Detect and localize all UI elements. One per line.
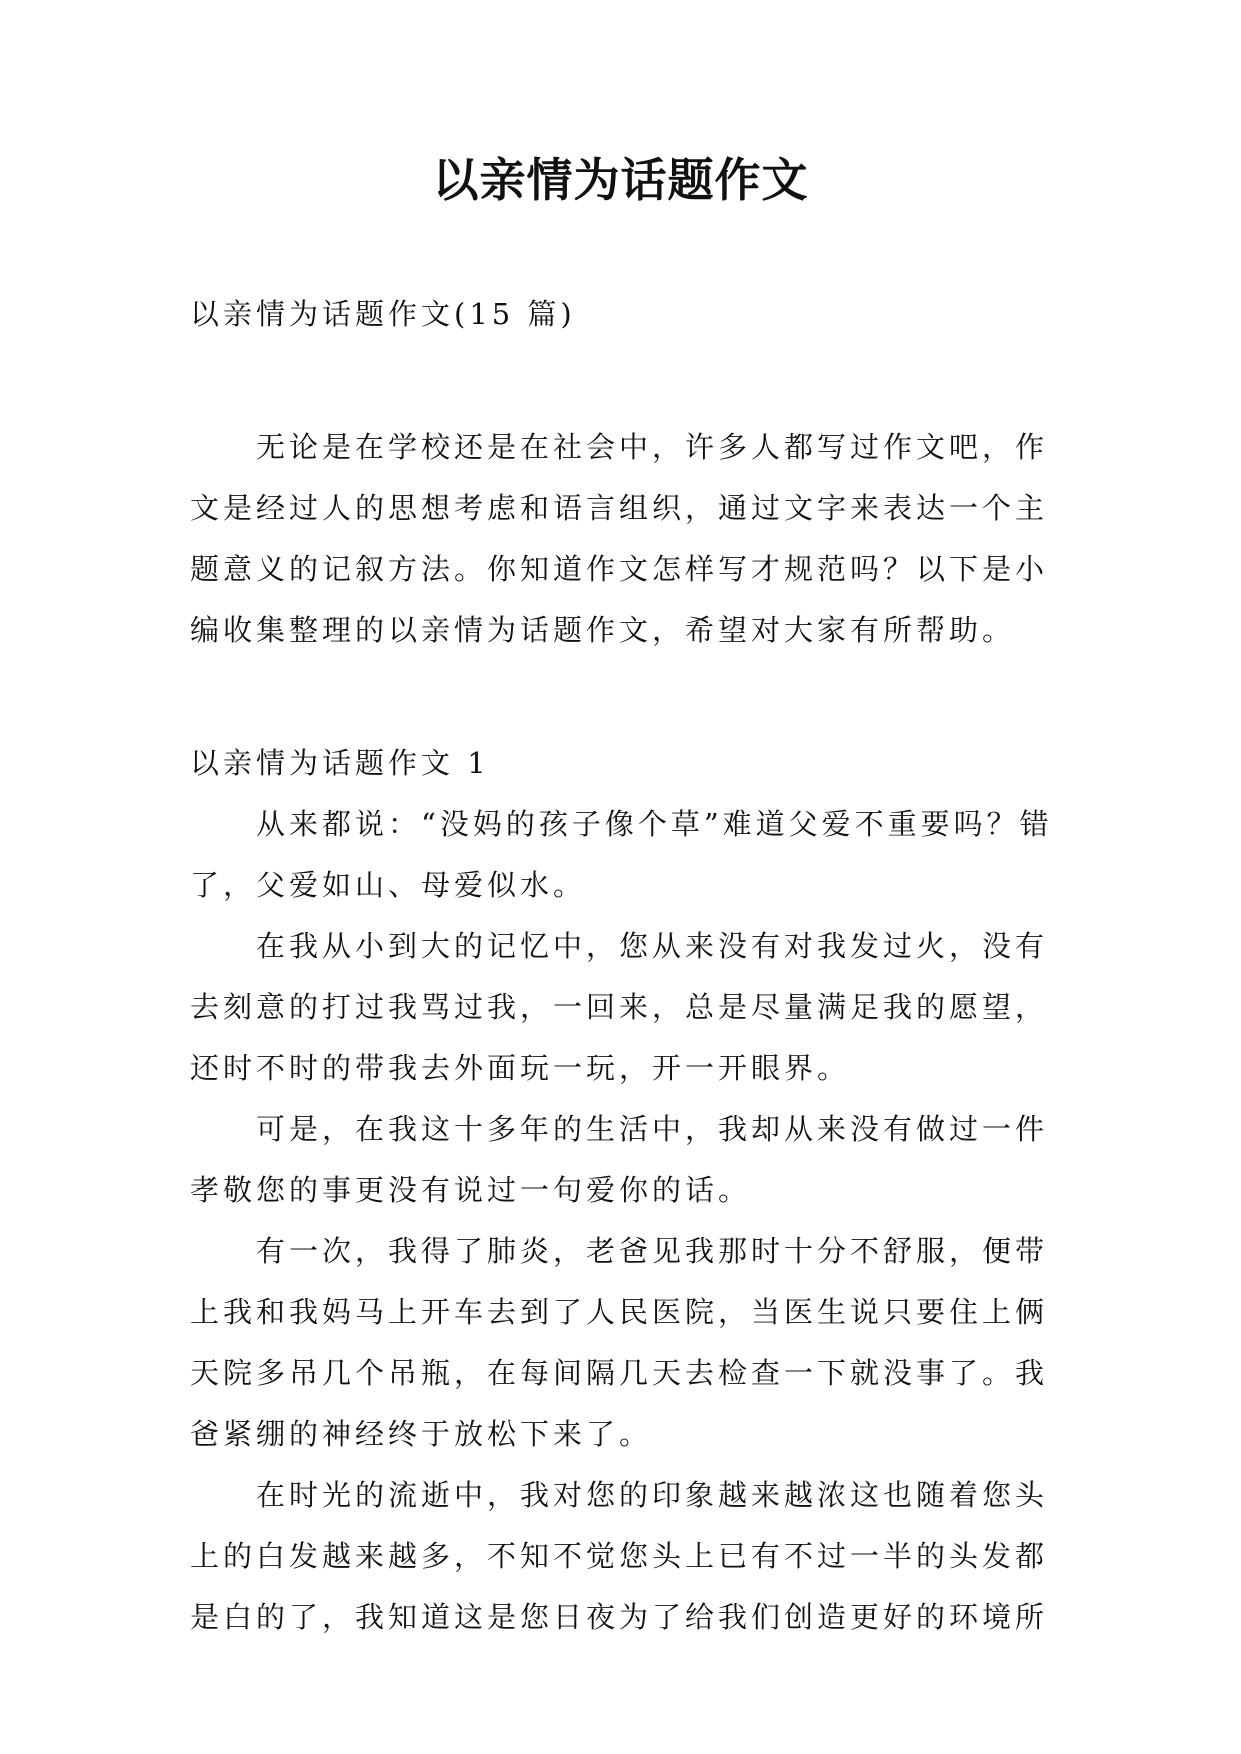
document-body — [190, 284, 1070, 1648]
body-paragraph: 有一次，我得了肺炎，老爸见我那时十分不舒服，便带上我和我妈马上开车去到了人民医院，当医生说只要住上俩天院多吊几个吊瓶，在每间隔几天去检查一下就没事了。我爸紧绷的神经终于放松下来了。 — [190, 1234, 1049, 1451]
document-subtitle: 以亲情为话题作文(15 篇) — [190, 297, 576, 331]
body-paragraph: 从来都说：“没妈的孩子像个草”难道父爱不重要吗？错了，父爱如山、母爱似水。 — [190, 807, 1053, 902]
body-paragraph: 在时光的流逝中，我对您的印象越来越浓这也随着您头上的白发越来越多，不知不觉您头上已有不过一半的头发都是白的了，我知道这是您日夜为了给我们创造更好的环境所 — [190, 1478, 1049, 1634]
document-title: 以亲情为话题作文 — [432, 153, 809, 207]
section-heading: 以亲情为话题作文 1 — [190, 746, 490, 780]
intro-paragraph: 无论是在学校还是在社会中，许多人都写过作文吧，作文是经过人的思想考虑和语言组织，通过文字来表达一个主题意义的记叙方法。你知道作文怎样写才规范吗？以下是小编收集整理的以亲情为话题作文，希望对大家有所帮助。 — [190, 430, 1049, 647]
body-paragraph: 可是，在我这十多年的生活中，我却从来没有做过一件孝敬您的事更没有说过一句爱你的话。 — [190, 1112, 1049, 1207]
body-paragraph: 在我从小到大的记忆中，您从来没有对我发过火，没有去刻意的打过我骂过我，一回来，总是尽量满足我的愿望，还时不时的带我去外面玩一玩，开一开眼界。 — [190, 929, 1049, 1085]
